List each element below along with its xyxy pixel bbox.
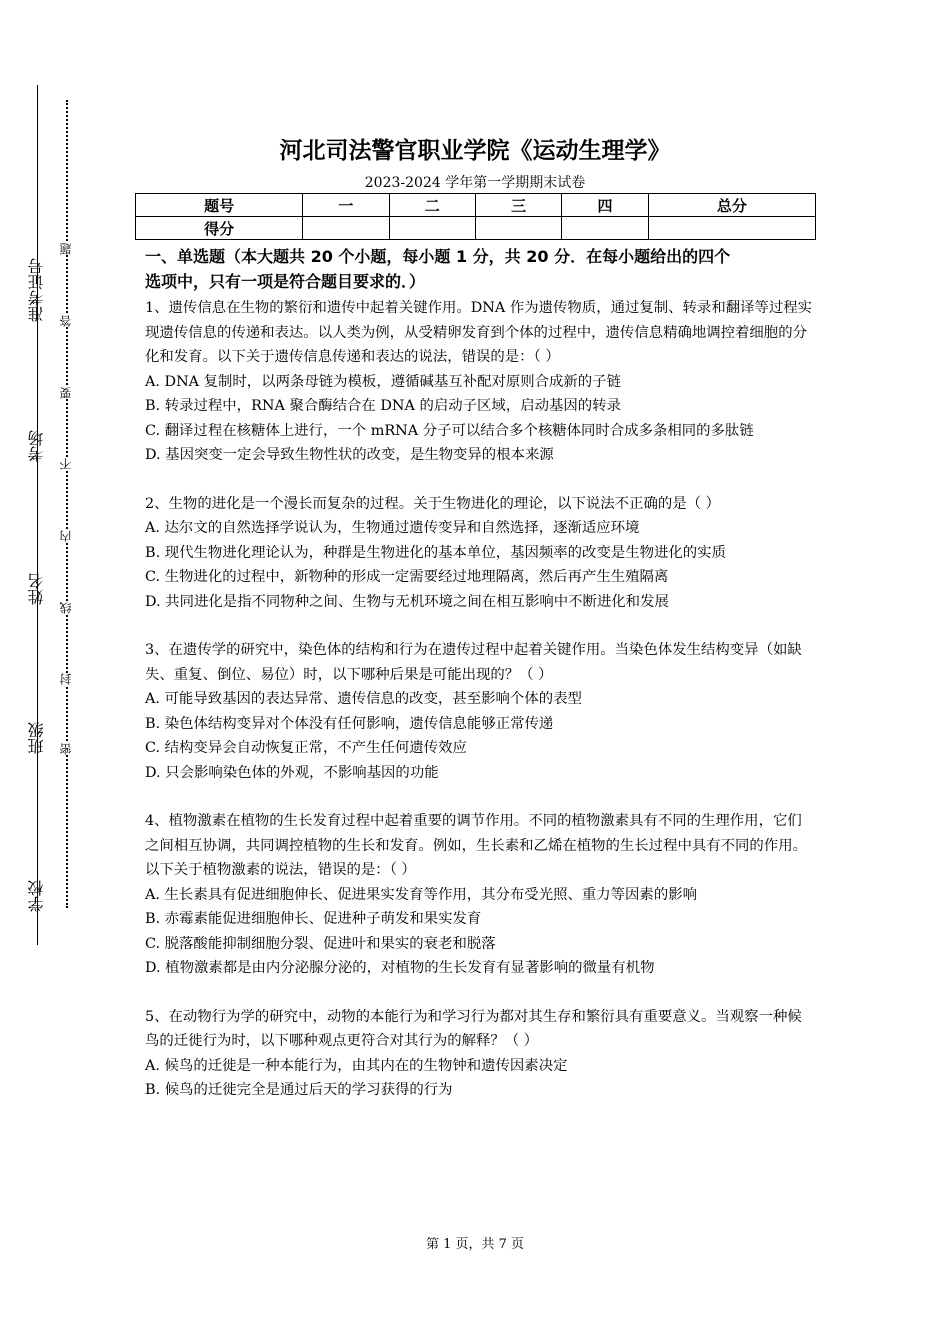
- score-table: [135, 193, 816, 240]
- question: [145, 809, 815, 981]
- section-heading: [145, 244, 815, 294]
- margin-label-name: 姓名: [27, 573, 46, 605]
- page-title: 河北司法警官职业学院《运动生理学》: [279, 138, 671, 164]
- page-footer: 第 1 页，共 7 页: [425, 1237, 525, 1252]
- page-subtitle: 2023-2024 学年第一学期期末试卷: [364, 175, 586, 191]
- margin-label-class: 班级: [27, 722, 46, 754]
- option: A. 生长素具有促进细胞伸长、促进果实发育等作用，其分布受光照、重力等因素的影响: [145, 886, 697, 903]
- option: B. 转录过程中，RNA 聚合酶结合在 DNA 的启动子区域，启动基因的转录: [145, 398, 621, 414]
- question: [145, 296, 815, 468]
- question-stem: 5、在动物行为学的研究中，动物的本能行为和学习行为都对其生存和繁衍具有重要意义。当观察一种候鸟的迁徙行为时，以下哪种观点更符合对其行为的解释？（ ）: [145, 1008, 802, 1049]
- score-cell: [648, 217, 815, 240]
- seal-char: 密: [59, 743, 73, 755]
- option: D. 植物激素都是由内分泌腺分泌的，对植物的生长发育有显著影响的微量有机物: [145, 960, 655, 976]
- score-cell: 二: [389, 194, 475, 217]
- score-cell: 四: [562, 194, 648, 217]
- option: A. DNA 复制时，以两条母链为模板，遵循碱基互补配对原则合成新的子链: [145, 373, 621, 390]
- option: C. 脱落酸能抑制细胞分裂、促进叶和果实的衰老和脱落: [145, 935, 496, 952]
- option: C. 翻译过程在核糖体上进行，一个 mRNA 分子可以结合多个核糖体同时合成多条相同的多肽链: [145, 422, 754, 439]
- score-table-header-row: [136, 194, 816, 217]
- margin-label-exam-room: 考场: [27, 430, 46, 462]
- section-heading-line: 选项中，只有一项是符合题目要求的．）: [145, 272, 426, 291]
- question: [145, 1005, 815, 1103]
- option: B. 染色体结构变异对个体没有任何影响，遗传信息能够正常传递: [145, 715, 554, 732]
- score-cell: 三: [475, 194, 561, 217]
- score-cell: [303, 217, 389, 240]
- score-table-score-row: [136, 217, 816, 240]
- question-stem: 3、在遗传学的研究中，染色体的结构和行为在遗传过程中起着关键作用。当染色体发生结构变异（如缺失、重复、倒位、易位）时，以下哪种后果是可能出现的？（ ）: [145, 642, 802, 683]
- option: D. 只会影响染色体的外观，不影响基因的功能: [145, 764, 439, 781]
- score-cell: 一: [303, 194, 389, 217]
- seal-char: 答: [59, 315, 73, 327]
- score-cell: 得分: [136, 217, 303, 240]
- option: D. 基因突变一定会导致生物性状的改变，是生物变异的根本来源: [145, 447, 554, 463]
- seal-char: 题: [59, 243, 73, 255]
- question-stem: 4、植物激素在植物的生长发育过程中起着重要的调节作用。不同的植物激素具有不同的生理作用，它们之间相互协调，共同调控植物的生长和发育。例如，生长素和乙烯在植物的生长过程中具有不同的作用。以下关于植物激素的说法，错误的是：（ ）: [145, 813, 807, 878]
- question-stem: 2、生物的进化是一个漫长而复杂的过程。关于生物进化的理论，以下说法不正确的是（ ）: [145, 495, 720, 512]
- seal-char: 线: [59, 602, 73, 614]
- score-cell: 总分: [648, 194, 815, 217]
- question-stem: 1、遗传信息在生物的繁衍和遗传中起着关键作用。DNA 作为遗传物质，通过复制、转录和翻译等过程实现遗传信息的传递和表达。以人类为例，从受精卵发育到个体的过程中，遗传信息精确地调控着细胞的分化和发育。以下关于遗传信息传递和表达的说法，错误的是：（ ）: [145, 300, 813, 365]
- seal-char: 要: [59, 387, 73, 399]
- seal-char: 封: [59, 673, 73, 685]
- option: A. 达尔文的自然选择学说认为，生物通过遗传变异和自然选择，逐渐适应环境: [145, 520, 640, 536]
- score-cell: [562, 217, 648, 240]
- margin-label-exam-id: 准考证号: [27, 258, 46, 322]
- option: B. 候鸟的迁徙完全是通过后天的学习获得的行为: [145, 1082, 453, 1098]
- option: A. 可能导致基因的表达异常、遗传信息的改变，甚至影响个体的表型: [145, 691, 582, 707]
- binding-solid-line: [37, 85, 38, 945]
- score-cell: [389, 217, 475, 240]
- score-cell: [475, 217, 561, 240]
- option: A. 候鸟的迁徙是一种本能行为，由其内在的生物钟和遗传因素决定: [145, 1057, 568, 1074]
- section-heading-line: 一、单选题（本大题共 20 个小题，每小题 1 分，共 20 分．在每小题给出的四个: [145, 247, 731, 266]
- option: B. 现代生物进化理论认为，种群是生物进化的基本单位，基因频率的改变是生物进化的实质: [145, 544, 726, 561]
- seal-char: 不: [59, 458, 73, 470]
- binding-dotted-line: [66, 100, 68, 908]
- question: [145, 638, 815, 785]
- margin-label-school: 学校: [27, 880, 46, 912]
- exam-content: [145, 244, 815, 1127]
- option: D. 共同进化是指不同物种之间、生物与无机环境之间在相互影响中不断进化和发展: [145, 593, 669, 610]
- option: C. 生物进化的过程中，新物种的形成一定需要经过地理隔离，然后再产生生殖隔离: [145, 569, 669, 585]
- option: C. 结构变异会自动恢复正常，不产生任何遗传效应: [145, 740, 467, 756]
- question: [145, 492, 815, 615]
- seal-char: 内: [59, 530, 73, 542]
- score-cell: 题号: [136, 194, 303, 217]
- option: B. 赤霉素能促进细胞伸长、促进种子萌发和果实发育: [145, 911, 482, 927]
